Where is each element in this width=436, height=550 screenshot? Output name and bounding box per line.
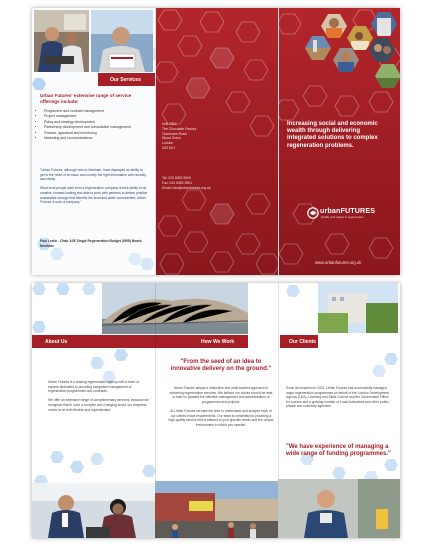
- services-panel: [32, 8, 155, 275]
- hex-photo-crowd: [369, 38, 395, 62]
- testimonial-author: Paul Leslie - Chair A2E Single Regeneration Budget (SRB) Board, Newham: [40, 239, 143, 248]
- decor-hexagon: [140, 258, 154, 270]
- decor-hexagon: [286, 285, 300, 297]
- decor-hexagon: [32, 283, 46, 295]
- logo-subtitle: Quality and values in regeneration: [321, 215, 364, 219]
- email-link[interactable]: Email: info@urbanfutures.org.uk: [162, 185, 211, 190]
- office-meeting-photo: [34, 10, 89, 72]
- address-line: The Chocolate Factory: [162, 126, 197, 131]
- decor-hexagon: [90, 453, 104, 465]
- decor-hexagon: [50, 248, 64, 260]
- contact-details: [162, 176, 211, 190]
- decor-hexagon: [384, 459, 398, 471]
- service-item: • Marketing and communications: [44, 136, 154, 141]
- address-line: Unit 4312: [162, 122, 177, 126]
- services-label-bar: [98, 73, 155, 86]
- tagline: Increasing social and economic wealth through delivering integrated solutions to complex regeneration problems.: [287, 121, 378, 149]
- services-label: Our Services: [110, 77, 141, 83]
- how-label: How We Work: [201, 339, 235, 345]
- clients-body: Since its inception in 2001, Urban Futures has successfully managed major regeneration programmes on behalf of the London Development Agency (LDA), Learning and Skills Council and the Government Office for London and a growing number of Local Authorities and other public, private and voluntary agencies.: [286, 386, 390, 409]
- decor-hexagon: [332, 467, 346, 479]
- services-intro: Urban Futures' extensive range of service offerings include:: [40, 93, 132, 104]
- logo-mark-icon: [307, 207, 319, 219]
- decor-hexagon: [70, 461, 84, 473]
- decor-hexagon: [128, 253, 142, 265]
- how-body: Urban Futures adopts a distinctive and multi-faceted approach to delivering regeneration services. We believe our clients should be able to take for granted the effective management and administration of programmes and projects. At Urban Futures we take the time to understand and analyse each of our clients' exact requirements. Our team is committed to providing a high quality service that is tailored to your specific needs and the unique environment in which you operate.: [168, 386, 274, 427]
- testimonial-quote: "Urban Futures, although new to Newham, have displayed an ability to get to the heart of an issue and convey the right information with honesty and clarity. What local people want from a regeneration company is their ability to be creative, forward-looking and able to work with partners to deliver positive sustainable change that benefits the local and wider communities; Urban Futures is such a company.": [40, 168, 148, 205]
- clients-label-bar-fill: [280, 335, 318, 348]
- brochure-outer-sheet: [32, 8, 400, 275]
- address-block: [162, 122, 232, 151]
- decor-hexagon: [372, 365, 386, 377]
- telephone: Tel: 020 8352 5900: [162, 176, 191, 180]
- fax: Fax: 020 8352 5901: [162, 180, 193, 185]
- decor-hexagon: [82, 283, 96, 295]
- address-line: Wood Green: [162, 136, 182, 141]
- service-item: • Finance, appraisal and monitoring: [44, 131, 154, 136]
- decor-hexagon: [50, 451, 64, 463]
- service-item: • Project management: [44, 114, 154, 119]
- about-label: About Us: [45, 339, 68, 345]
- seed-quote: "From the seed of an idea to innovative delivery on the ground.": [170, 359, 272, 372]
- hex-photo-shopping: [347, 26, 373, 50]
- decor-hexagon: [56, 283, 70, 295]
- hex-photo-trees: [375, 64, 400, 88]
- address-line: Clarendon Road: [162, 131, 187, 136]
- cover-photo-hexagons: [279, 8, 400, 88]
- about-label-bar: [32, 335, 103, 348]
- funding-quote: "We have experience of managing a wide range of funding programmes.": [286, 444, 391, 457]
- service-item: • Policy and strategy development: [44, 120, 154, 125]
- how-label-bar: [103, 335, 248, 348]
- services-list: [38, 109, 154, 141]
- brochure-reading-photo: [91, 10, 153, 72]
- city-shopping-street-photo: [155, 481, 278, 538]
- brochure-inner-sheet: [32, 283, 400, 538]
- logo-wordmark: urbanFUTURES: [320, 206, 376, 215]
- hex-photo-worker: [333, 48, 359, 72]
- logo: [307, 204, 397, 224]
- man-with-phone-photo: [278, 479, 400, 538]
- city-street-photo: [318, 283, 398, 333]
- address-line: N22 6XJ: [162, 145, 176, 150]
- hex-photo-people: [321, 14, 347, 38]
- website-link[interactable]: www.urbanfutures.org.uk: [315, 260, 362, 265]
- cover-panel: [279, 8, 400, 275]
- service-item: • Programme and contract management: [44, 109, 154, 114]
- office-workers-photo: [32, 483, 155, 538]
- contact-panel: [156, 8, 278, 275]
- decor-hexagon: [384, 353, 398, 365]
- clients-label: Our Clients: [289, 339, 316, 345]
- decor-hexagon: [142, 465, 156, 477]
- service-item: • Partnership development and consultation management: [44, 125, 154, 130]
- about-body: Urban Futures is a leading regeneration agency with a team of experts dedicated to providing integrated management of regeneration programmes and contracts. We offer an extensive range of complementary services, because we recognise that in such a complex and changing world, our response needs to be both flexible and sophisticated.: [48, 380, 149, 412]
- address-line: London: [162, 141, 174, 146]
- decor-hexagon: [32, 78, 46, 90]
- hex-photo-building: [371, 12, 397, 36]
- hex-photo-construction: [305, 36, 331, 60]
- decor-hexagon: [32, 321, 46, 333]
- bridge-architecture-photo: [102, 283, 248, 334]
- decor-hexagon: [90, 357, 104, 369]
- decor-hexagon: [114, 349, 128, 361]
